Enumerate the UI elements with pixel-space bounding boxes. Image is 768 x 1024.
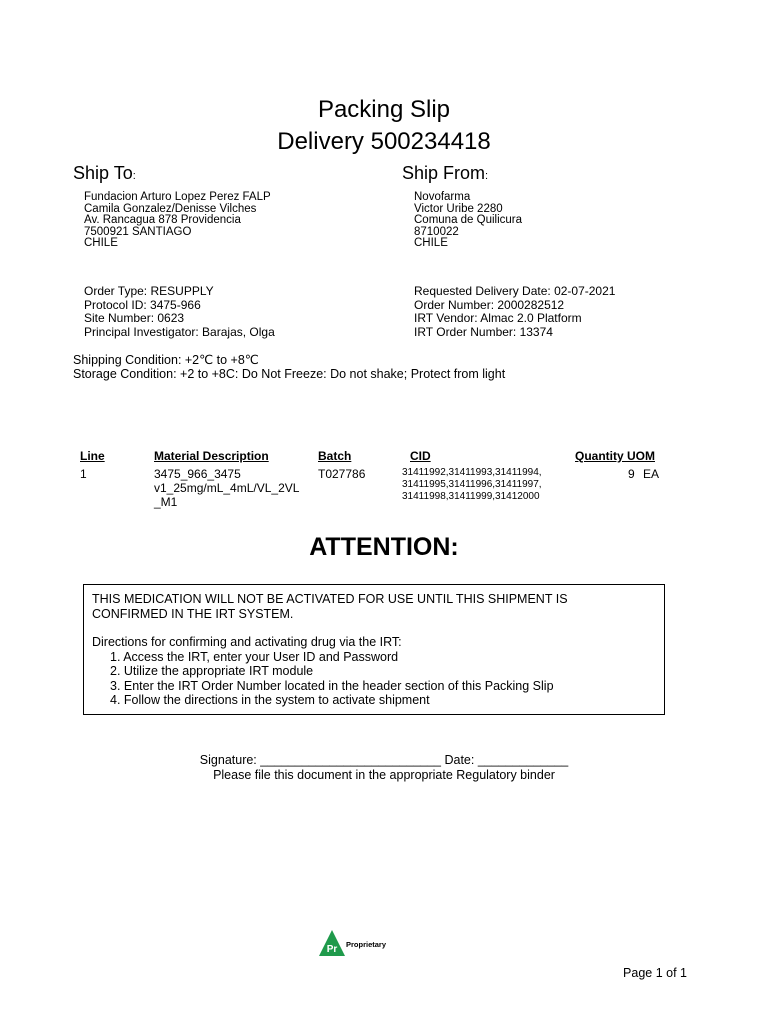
direction-step: 2. Utilize the appropriate IRT module: [110, 664, 314, 678]
ship-from-heading-text: Ship From: [402, 163, 486, 183]
document-title: Packing Slip: [317, 96, 451, 123]
col-header-cid: CID: [410, 449, 431, 463]
ship-from-address: [414, 192, 522, 250]
order-info-left: [84, 285, 275, 339]
ship-to-line: Av. Rancagua 878 Providencia: [84, 214, 241, 226]
requested-delivery-date: Requested Delivery Date: 02-07-2021: [414, 284, 616, 298]
notice-line: THIS MEDICATION WILL NOT BE ACTIVATED FOR USE UNTIL THIS SHIPMENT IS: [92, 592, 568, 606]
col-header-batch: Batch: [318, 449, 352, 463]
ship-from-line: CHILE: [414, 237, 448, 249]
ship-to-heading-text: Ship To: [73, 163, 133, 183]
ship-to-line: Fundacion Arturo Lopez Perez FALP: [84, 191, 271, 203]
filing-note: Please file this document in the appropriate Regulatory binder: [213, 768, 555, 782]
ship-to-heading: [73, 163, 136, 184]
direction-step: 1. Access the IRT, enter your User ID and Password: [110, 649, 399, 664]
directions-heading: Directions for confirming and activating drug via the IRT:: [92, 635, 402, 649]
material-line: _M1: [154, 495, 178, 509]
protocol-id: Protocol ID: 3475-966: [84, 297, 201, 312]
ship-to-address: [84, 192, 271, 250]
ship-from-line: Comuna de Quilicura: [414, 214, 523, 226]
ship-to-line: CHILE: [84, 237, 118, 249]
row-material: [154, 467, 299, 509]
row-quantity: 9: [628, 467, 635, 481]
material-line: v1_25mg/mL_4mL/VL_2VL: [154, 481, 300, 495]
ship-from-colon: :: [485, 170, 489, 182]
cid-line: 31411992,31411993,31411994,: [402, 467, 542, 478]
storage-condition: Storage Condition: +2 to +8C: Do Not Freeze: Do not shake; Protect from light: [73, 367, 506, 381]
logo-mark: Pr: [326, 944, 338, 955]
row-uom: EA: [643, 467, 660, 481]
notice-line: CONFIRMED IN THE IRT SYSTEM.: [92, 606, 294, 621]
order-info-right: [414, 285, 615, 339]
order-type: Order Type: RESUPPLY: [84, 284, 214, 298]
proprietary-label: Proprietary: [346, 940, 387, 949]
conditions: [73, 353, 505, 381]
col-header-line: Line: [80, 449, 105, 463]
delivery-number: Delivery 500234418: [277, 128, 491, 155]
attention-heading: ATTENTION:: [309, 533, 459, 561]
cid-line: 31411995,31411996,31411997,: [402, 479, 542, 490]
page-number: Page 1 of 1: [623, 966, 687, 980]
ship-from-line: 8710022: [414, 225, 459, 238]
proprietary-logo-icon: [318, 929, 346, 962]
attention-box: [83, 584, 665, 715]
signature-line: Signature: __________________________ Date: _____________: [199, 753, 569, 767]
shipping-condition: Shipping Condition: +2℃ to +8℃: [73, 353, 259, 367]
col-header-qty-uom: Quantity UOM: [575, 449, 655, 463]
row-cid: [402, 467, 542, 503]
irt-vendor: IRT Vendor: Almac 2.0 Platform: [414, 311, 582, 325]
row-batch: T027786: [318, 467, 366, 481]
cid-line: 31411998,31411999,31412000: [402, 491, 540, 502]
ship-to-line: Camila Gonzalez/Denisse Vilches: [84, 202, 257, 215]
ship-to-colon: :: [132, 170, 136, 182]
order-number: Order Number: 2000282512: [414, 297, 565, 312]
material-line: 3475_966_3475: [154, 467, 241, 481]
site-number: Site Number: 0623: [84, 311, 185, 325]
row-line: 1: [80, 467, 87, 481]
ship-from-heading: [402, 163, 488, 184]
ship-to-line: 7500921 SANTIAGO: [84, 225, 192, 238]
direction-step: 4. Follow the directions in the system to activate shipment: [110, 693, 430, 707]
direction-step: 3. Enter the IRT Order Number located in the header section of this Packing Slip: [110, 678, 554, 693]
col-header-material: Material Description: [154, 449, 269, 463]
irt-order-number: IRT Order Number: 13374: [414, 324, 553, 339]
principal-investigator: Principal Investigator: Barajas, Olga: [84, 324, 275, 339]
ship-from-line: Novofarma: [414, 191, 471, 203]
ship-from-line: Victor Uribe 2280: [414, 202, 503, 215]
